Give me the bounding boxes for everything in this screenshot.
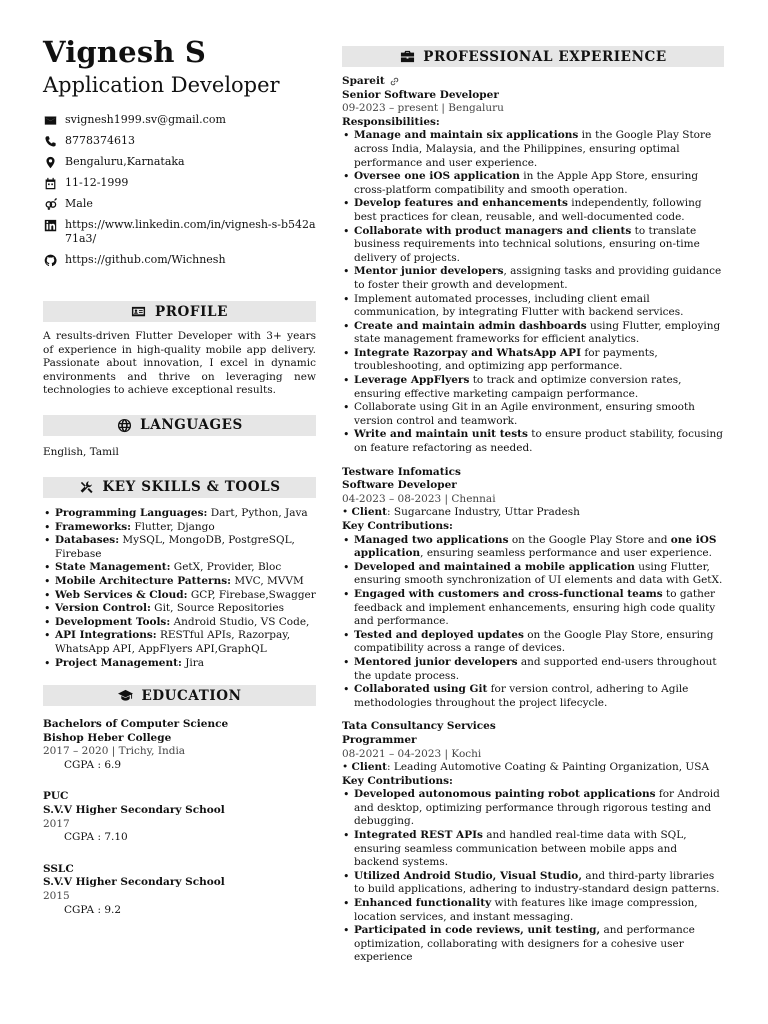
bullet-bold-text: Manage and maintain six applications	[354, 129, 579, 142]
bullet-text: for Android and desktop, optimizing performance through rigorous testing and debugging.	[354, 788, 720, 828]
languages-list: English, Tamil	[43, 445, 119, 458]
linkedin-link[interactable]: https://www.linkedin.com/in/vignesh-s-b542a71a3/	[65, 218, 316, 245]
bullet-text: to track and optimize conversion rates, ensuring effective marketing campaign performance.	[354, 374, 682, 400]
bullet-bold-text: Enhanced functionality	[354, 897, 492, 910]
skill-values: GetX, Provider, Bloc	[170, 561, 282, 574]
company-name-text: Testware Infomatics	[342, 465, 461, 478]
left-column	[43, 34, 316, 917]
skill-category: Mobile Architecture Patterns:	[55, 574, 232, 587]
bullet-bold-text: Mentor junior developers	[354, 265, 504, 278]
skill-item	[43, 616, 316, 630]
skill-category: Development Tools:	[55, 615, 171, 628]
tools-icon	[78, 479, 94, 495]
education-entry	[43, 790, 316, 844]
birthdate-text: 11-12-1999	[65, 176, 129, 189]
job-bullet	[342, 293, 724, 320]
bullet-bold-text: Integrate Razorpay and WhatsApp API	[354, 346, 581, 359]
education-heading	[43, 685, 316, 706]
contact-phone[interactable]	[43, 134, 316, 148]
job-bullet	[342, 683, 724, 710]
bullet-bold-text: Develop features and enhancements	[354, 197, 568, 210]
contact-gender	[43, 197, 316, 211]
skill-item	[43, 561, 316, 575]
skill-item	[43, 534, 316, 561]
contact-list	[43, 113, 316, 267]
client-line	[342, 506, 724, 520]
job-dates-location: 09-2023 – present | Bengaluru	[342, 102, 504, 115]
bullet-text: to translate business requirements into technical solutions, ensuring on-time delivery of projects.	[354, 224, 700, 264]
bullet-text: using Flutter, ensuring smooth synchronization of UI elements and data with GetX.	[354, 560, 723, 587]
job-bullet	[342, 170, 724, 197]
languages-heading	[43, 415, 316, 436]
job-bullet	[342, 428, 724, 455]
client-value: : Leading Automotive Coating & Painting Organization, USA	[387, 761, 710, 774]
bullet-text: , ensuring seamless performance and user experience.	[420, 547, 712, 560]
email-icon	[43, 113, 57, 127]
job-bullet	[342, 401, 724, 428]
education-entry	[43, 863, 316, 917]
profile-heading-text: PROFILE	[154, 303, 228, 320]
job-bullet	[342, 197, 724, 224]
section-label: Key Contributions:	[342, 520, 453, 532]
skill-item	[43, 629, 316, 656]
skill-values: Flutter, Django	[131, 520, 215, 533]
experience-heading	[342, 46, 724, 67]
company-name	[342, 75, 724, 89]
briefcase-icon	[399, 49, 415, 65]
bullet-text: Collaborate using Git in an Agile environment, ensuring smooth version control and teamwork.	[354, 401, 695, 427]
bullet-bold-text: Engaged with customers and cross-functional teams	[354, 587, 663, 600]
phone-icon	[43, 134, 57, 148]
bullet-text: for version control, adhering to Agile methodologies throughout the project lifecycle.	[354, 683, 689, 709]
school-name: Bishop Heber College	[43, 731, 172, 744]
degree-name: PUC	[43, 790, 69, 803]
client-label: Client	[351, 761, 388, 774]
bullet-bold-text: Create and maintain admin dashboards	[354, 319, 587, 332]
link-icon[interactable]	[390, 77, 400, 87]
github-link[interactable]: https://github.com/Wichnesh	[65, 253, 226, 266]
degree-name: SSLC	[43, 862, 74, 875]
job-bullet	[342, 829, 724, 870]
job-dates-location: 04-2023 – 08-2023 | Chennai	[342, 492, 496, 505]
bullet-text: for payments, troubleshooting, and optimizing app performance.	[354, 346, 658, 373]
job-bullet	[342, 320, 724, 347]
skill-item	[43, 507, 316, 521]
section-label: Responsibilities:	[342, 115, 440, 128]
job-title: Application Developer	[43, 73, 280, 97]
gender-icon	[43, 197, 57, 211]
bullet-bold-text: Developed and maintained a mobile application	[354, 560, 635, 573]
cgpa: CGPA : 9.2	[64, 903, 122, 916]
bullet-bold-text: Leverage AppFlyers	[354, 374, 470, 387]
right-column	[342, 46, 724, 965]
job-bullet	[342, 129, 724, 170]
skill-category: Project Management:	[55, 656, 182, 669]
job-role: Senior Software Developer	[342, 88, 499, 101]
bullet-text: to gather feedback and implement enhancements, ensuring high code quality and performance.	[354, 587, 716, 628]
bullet-text: using Flutter, employing state management frameworks for efficient analytics.	[354, 319, 721, 346]
candidate-name: Vignesh S	[43, 35, 207, 69]
bullet-text: independently, following best practices for clean, reusable, and well-documented code.	[354, 197, 702, 223]
bullet-text: Implement automated processes, including client email communication, by integrating Flutter with backend services.	[354, 292, 684, 319]
bullet-bold-text: Mentored junior developers	[354, 655, 518, 668]
skill-values: MVC, MVVM	[231, 574, 304, 587]
job-bullets	[342, 788, 724, 965]
contact-birthdate	[43, 176, 316, 190]
gender-text: Male	[65, 197, 93, 210]
job-bullet	[342, 347, 724, 374]
company-name	[342, 720, 724, 734]
skills-heading	[43, 477, 316, 498]
cgpa: CGPA : 7.10	[64, 831, 128, 844]
client-label: Client	[351, 506, 388, 519]
skill-category: Programming Languages:	[55, 506, 208, 519]
bullet-bold-text: Developed autonomous painting robot applications	[354, 788, 656, 801]
company-name	[342, 466, 724, 480]
job-role: Software Developer	[342, 479, 457, 492]
bullet-text: and handled real-time data with SQL, ensuring seamless communication between mobile apps and backend systems.	[354, 829, 687, 869]
skill-values: Android Studio, VS Code,	[170, 615, 310, 628]
github-icon	[43, 253, 57, 267]
job-bullet	[342, 588, 724, 629]
skill-item	[43, 602, 316, 616]
skill-category: Version Control:	[55, 602, 151, 615]
job-bullet	[342, 534, 724, 561]
graduation-cap-icon	[117, 688, 133, 704]
bullet-text: and third-party libraries to build applications, adhering to industry-standard design patterns.	[354, 869, 720, 896]
job-bullet	[342, 265, 724, 292]
skill-item	[43, 589, 316, 603]
school-name: S.V.V Higher Secondary School	[43, 876, 225, 889]
education-dates: 2017	[43, 817, 70, 830]
bullet-bold-text: Integrated REST APIs	[354, 829, 483, 842]
bullet-text: in the Apple App Store, ensuring cross-platform compatibility and smooth operation.	[354, 170, 699, 196]
skill-category: Frameworks:	[55, 520, 132, 533]
skill-values: Git, Source Repositories	[150, 602, 284, 615]
contact-location	[43, 155, 316, 169]
bullet-bold-text: one iOS application	[354, 533, 717, 560]
job-bullet	[342, 897, 724, 924]
education-dates: 2015	[43, 890, 70, 903]
bullet-text: in the Google Play Store across India, Malaysia, and the Philippines, ensuring optimal performance and user experience.	[354, 129, 712, 169]
location-text: Bengaluru,Karnataka	[65, 155, 185, 168]
job-bullet	[342, 656, 724, 683]
bullet-text: with features like image compression, location services, and instant messaging.	[354, 897, 698, 923]
job-role: Programmer	[342, 733, 417, 746]
job-bullet	[342, 870, 724, 897]
section-label: Key Contributions:	[342, 774, 453, 787]
job-entry	[342, 466, 724, 711]
education-dates: 2017 – 2020 | Trichy, India	[43, 745, 186, 758]
job-dates-location: 08-2021 – 04-2023 | Kochi	[342, 747, 482, 760]
skill-values: RESTful APIs, Razorpay, WhatsApp API, AppFlyers API,GraphQL	[55, 629, 291, 655]
skill-category: State Management:	[55, 561, 171, 574]
bullet-text: on the Google Play Store, ensuring compatibility across a range of devices.	[354, 628, 714, 655]
education-heading-text: EDUCATION	[141, 687, 242, 704]
skill-category: Databases:	[55, 534, 120, 547]
bullet-bold-text: Oversee one iOS application	[354, 170, 520, 183]
job-bullet	[342, 225, 724, 266]
profile-heading	[43, 301, 316, 322]
company-name-text: Tata Consultancy Services	[342, 720, 496, 733]
contact-linkedin[interactable]	[43, 218, 316, 246]
client-bullet: •	[342, 506, 352, 519]
education-list	[43, 718, 316, 917]
bullet-bold-text: Collaborate with product managers and clients	[354, 224, 632, 237]
skill-values: GCP, Firebase,Swagger	[187, 588, 316, 601]
job-bullet	[342, 924, 724, 965]
client-bullet: •	[342, 761, 352, 774]
languages-heading-text: LANGUAGES	[140, 417, 243, 434]
bullet-bold-text: Write and maintain unit tests	[354, 428, 528, 441]
skill-category: API Integrations:	[55, 629, 157, 642]
skill-values: MySQL, MongoDB, PostgreSQL, Firebase	[55, 534, 295, 560]
skills-list	[43, 507, 316, 670]
job-bullet	[342, 561, 724, 588]
company-name-text: Spareit	[342, 75, 385, 87]
location-pin-icon	[43, 155, 57, 169]
job-entry	[342, 720, 724, 965]
phone-text: 8778374613	[65, 134, 135, 147]
job-bullet	[342, 788, 724, 829]
profile-summary: A results-driven Flutter Developer with 3+ years of experience in high-quality mobile app delivery. Passionate about innovation, I excel in dynamic environments and thrive on leveraging new technologies to achieve exceptional results.	[43, 330, 316, 397]
globe-icon	[116, 417, 132, 433]
bullet-text: , assigning tasks and providing guidance to foster their growth and development.	[354, 265, 722, 291]
job-bullet	[342, 374, 724, 401]
bullet-text: on the Google Play Store and	[508, 533, 671, 546]
cgpa: CGPA : 6.9	[64, 758, 122, 771]
client-value: : Sugarcane Industry, Uttar Pradesh	[387, 506, 580, 519]
education-entry	[43, 718, 316, 772]
contact-github[interactable]	[43, 253, 316, 267]
bullet-bold-text: Collaborated using Git	[354, 683, 488, 696]
job-entry	[342, 75, 724, 456]
contact-email[interactable]	[43, 113, 316, 127]
bullet-bold-text: Participated in code reviews, unit testing,	[354, 924, 601, 937]
job-bullets	[342, 534, 724, 711]
bullet-bold-text: Managed two applications	[354, 533, 509, 546]
email-text: svignesh1999.sv@gmail.com	[65, 113, 226, 126]
skill-values: Dart, Python, Java	[207, 506, 308, 519]
skill-values: Jira	[181, 656, 205, 669]
degree-name: Bachelors of Computer Science	[43, 718, 229, 731]
id-card-icon	[131, 304, 147, 320]
calendar-icon	[43, 176, 57, 190]
experience-list	[342, 75, 724, 965]
bullet-text: and performance optimization, collaborating with designers for a cohesive user experience	[354, 924, 695, 964]
bullet-bold-text: Utilized Android Studio, Visual Studio,	[354, 869, 582, 882]
skill-item	[43, 575, 316, 589]
job-bullets	[342, 129, 724, 455]
skill-category: Web Services & Cloud:	[55, 588, 188, 601]
skill-item	[43, 521, 316, 535]
bullet-text: to ensure product stability, focusing on feature refactoring as needed.	[354, 428, 723, 455]
job-bullet	[342, 629, 724, 656]
experience-heading-text: PROFESSIONAL EXPERIENCE	[423, 48, 667, 65]
client-line	[342, 761, 724, 775]
bullet-bold-text: Tested and deployed updates	[354, 628, 524, 641]
school-name: S.V.V Higher Secondary School	[43, 804, 225, 817]
skills-heading-text: KEY SKILLS & TOOLS	[102, 479, 281, 496]
linkedin-icon	[43, 218, 57, 232]
skill-item	[43, 657, 316, 671]
bullet-text: and supported end-users throughout the update process.	[354, 655, 717, 682]
